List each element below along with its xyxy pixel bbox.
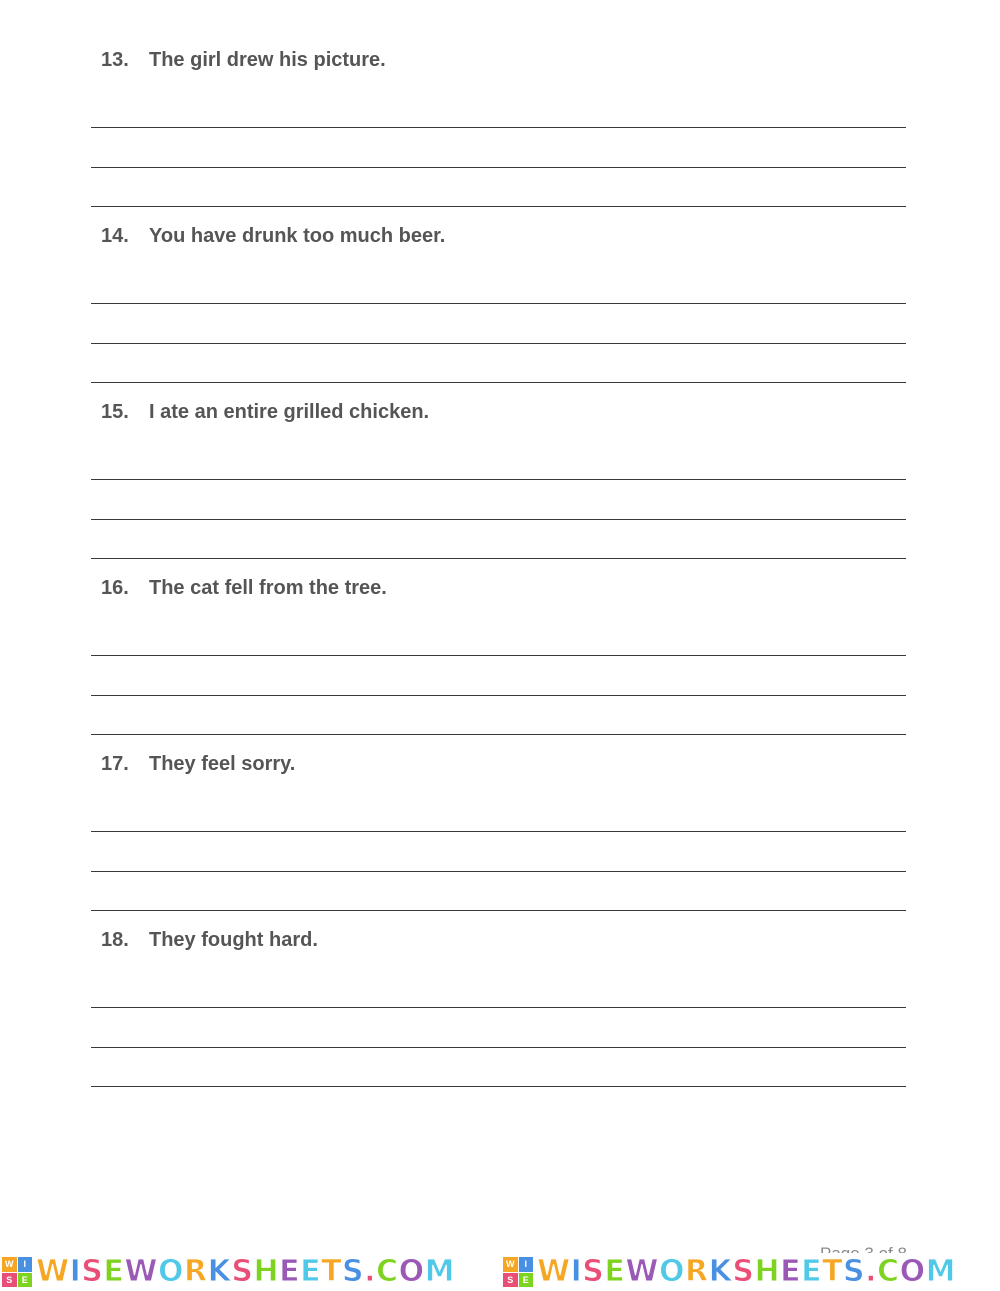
answer-line[interactable]: [91, 695, 906, 696]
answer-line[interactable]: [91, 479, 906, 480]
question-text: The cat fell from the tree.: [149, 577, 387, 599]
answer-line[interactable]: [91, 343, 906, 344]
answer-line[interactable]: [91, 1086, 906, 1087]
question-number: 13.: [101, 49, 129, 71]
answer-line[interactable]: [91, 1007, 906, 1008]
logo-icon: W I S E: [2, 1257, 32, 1287]
question-16: [0, 576, 1000, 752]
answer-line[interactable]: [91, 206, 906, 207]
question-13: [0, 48, 1000, 224]
question-14: [0, 224, 1000, 400]
question-text: They feel sorry.: [149, 753, 296, 775]
answer-line[interactable]: [91, 871, 906, 872]
answer-line[interactable]: [91, 655, 906, 656]
question-number: 17.: [101, 753, 129, 775]
brand-wordmark: WISEWORKSHEETS.COM: [537, 1254, 956, 1289]
answer-line[interactable]: [91, 519, 906, 520]
question-text: They fought hard.: [149, 929, 318, 951]
question-18: [0, 928, 1000, 1104]
logo-icon: W I S E: [503, 1257, 533, 1287]
question-number: 15.: [101, 401, 129, 423]
answer-line[interactable]: [91, 558, 906, 559]
question-text: I ate an entire grilled chicken.: [149, 401, 430, 423]
answer-line[interactable]: [91, 910, 906, 911]
question-number: 18.: [101, 929, 129, 951]
answer-line[interactable]: [91, 167, 906, 168]
question-number: 14.: [101, 225, 129, 247]
answer-line[interactable]: [91, 831, 906, 832]
brand-wordmark: WISEWORKSHEETS.COM: [36, 1254, 455, 1289]
question-15: [0, 400, 1000, 576]
footer-banner: [0, 1253, 1000, 1291]
answer-line[interactable]: [91, 127, 906, 128]
wiseworksheets-logo[interactable]: [2, 1253, 455, 1291]
question-text: You have drunk too much beer.: [149, 225, 446, 247]
answer-line[interactable]: [91, 734, 906, 735]
question-text: The girl drew his picture.: [149, 49, 386, 71]
wiseworksheets-logo[interactable]: [503, 1253, 956, 1291]
answer-line[interactable]: [91, 1047, 906, 1048]
question-17: [0, 752, 1000, 928]
answer-line[interactable]: [91, 382, 906, 383]
question-number: 16.: [101, 577, 129, 599]
answer-line[interactable]: [91, 303, 906, 304]
